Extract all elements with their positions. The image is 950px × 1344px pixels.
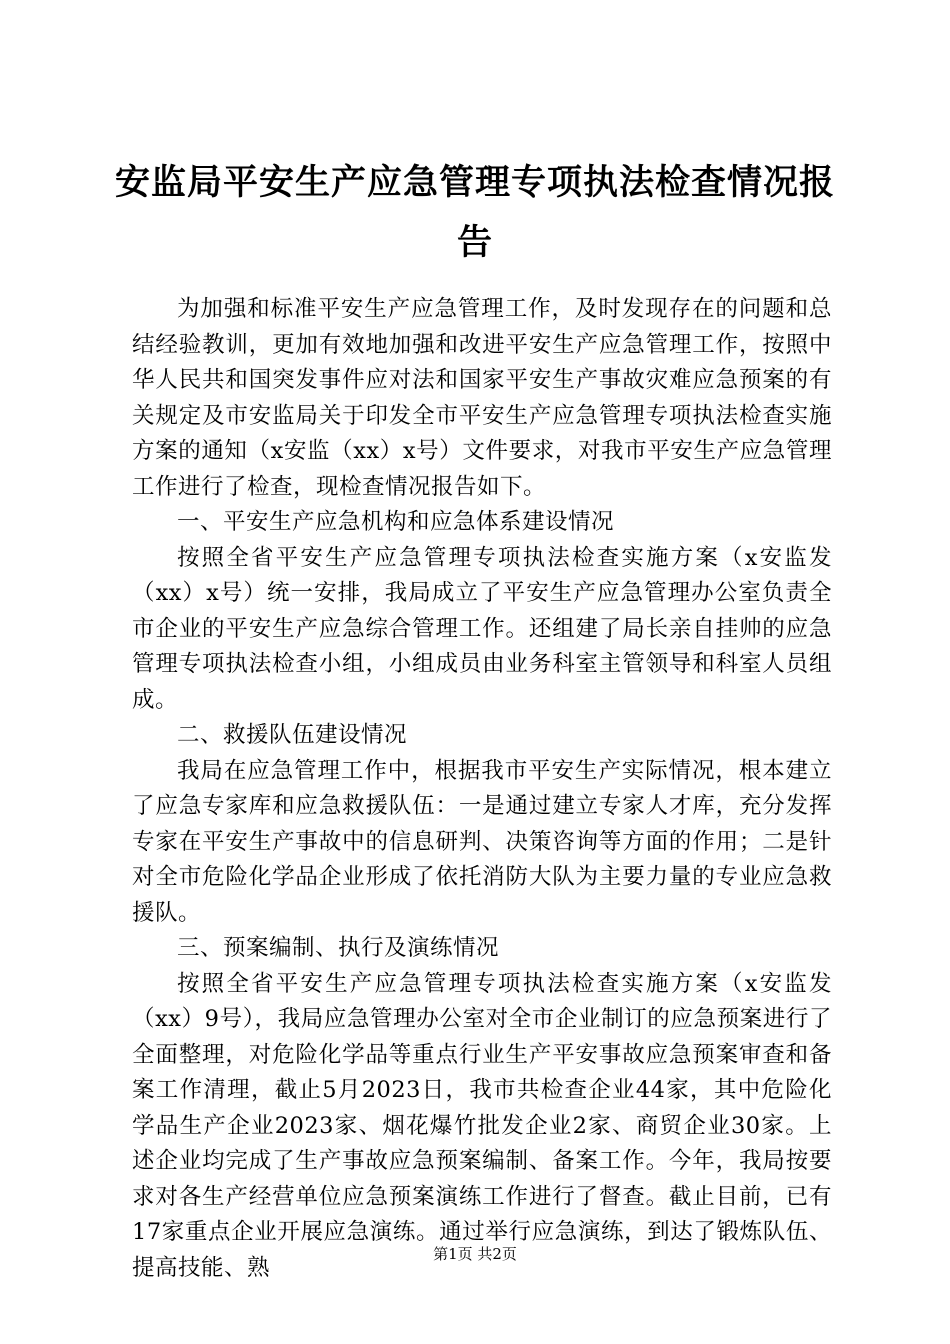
section-heading-3: 三、预案编制、执行及演练情况 xyxy=(177,935,500,961)
document-title-line-1: 安监局平安生产应急管理专项执法检查情况报 xyxy=(114,162,835,203)
section-heading-1: 一、平安生产应急机构和应急体系建设情况 xyxy=(177,509,615,535)
document-body xyxy=(132,292,832,1286)
section-1-paragraph: 按照全省平安生产应急管理专项执法检查实施方案（x安监发（xx）x号）统一安排，我局成立了平安生产应急管理办公室负责全市企业的平安生产应急综合管理工作。还组建了局长亲自挂帅的应急管理专项执法检查小组，小组成员由业务科室主管领导和科室人员组成。 xyxy=(132,544,832,713)
section-2-paragraph: 我局在应急管理工作中，根据我市平安生产实际情况，根本建立了应急专家库和应急救援队伍：一是通过建立专家人才库，充分发挥专家在平安生产事故中的信息研判、决策咨询等方面的作用；二是针对全市危险化学品企业形成了依托消防大队为主要力量的专业应急救援队。 xyxy=(132,757,832,926)
section-3-paragraph: 按照全省平安生产应急管理专项执法检查实施方案（x安监发（xx）9号），我局应急管理办公室对全市企业制订的应急预案进行了全面整理，对危险化学品等重点行业生产平安事故应急预案审查和备案工作清理，截止5月2023日，我市共检查企业44家，其中危险化学品生产企业2023家、烟花爆竹批发企业2家、商贸企业30家。上述企业均完成了生产事故应急预案编制、备案工作。今年，我局按要求对各生产经营单位应急预案演练工作进行了督查。截止目前，已有17家重点企业开展应急演练。通过举行应急演练，到达了锻炼队伍、提高技能、熟 xyxy=(132,970,832,1281)
section-heading-2: 二、救援队伍建设情况 xyxy=(177,722,408,748)
document-title-line-2: 告 xyxy=(456,222,493,263)
page-number-footer: 第1页 共2页 xyxy=(433,1245,517,1263)
intro-paragraph: 为加强和标准平安生产应急管理工作，及时发现存在的问题和总结经验教训，更加有效地加强和改进平安生产应急管理工作，按照中华人民共和国突发事件应对法和国家平安生产事故灾难应急预案的有关规定及市安监局关于印发全市平安生产应急管理专项执法检查实施方案的通知（x安监（xx）x号）文件要求，对我市平安生产应急管理工作进行了检查，现检查情况报告如下。 xyxy=(132,296,832,500)
